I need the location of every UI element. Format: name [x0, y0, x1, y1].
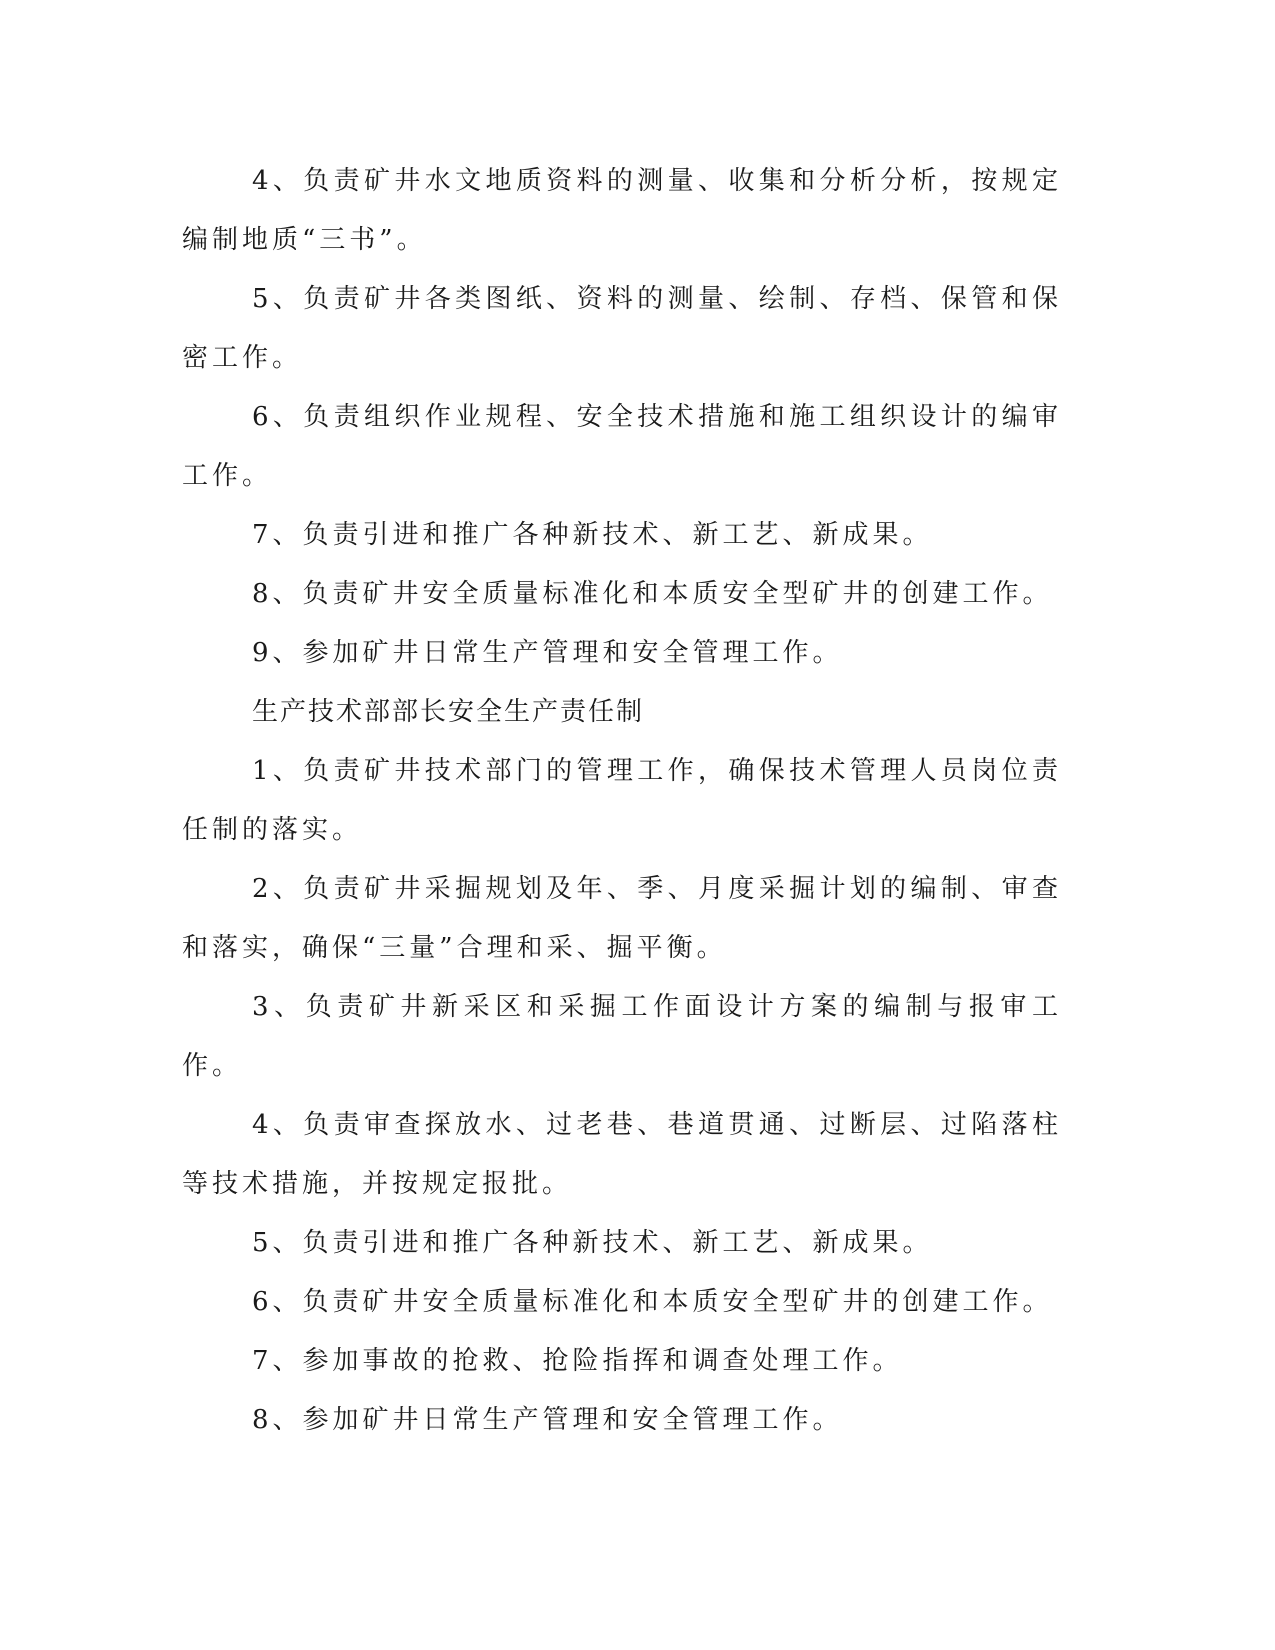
- paragraph-item-6-regulations: 6、负责组织作业规程、安全技术措施和施工组织设计的编审工作。: [182, 402, 1062, 491]
- paragraph-item-7-rescue: 7、参加事故的抢救、抢险指挥和调查处理工作。: [252, 1346, 903, 1376]
- paragraph-item-5-drawings: 5、负责矿井各类图纸、资料的测量、绘制、存档、保管和保密工作。: [182, 284, 1062, 373]
- paragraph-item-9-daily-management: 9、参加矿井日常生产管理和安全管理工作。: [252, 638, 843, 668]
- section-heading: 生产技术部部长安全生产责任制: [252, 697, 645, 727]
- paragraph-item-2-planning: 2、负责矿井采掘规划及年、季、月度采掘计划的编制、审查和落实，确保“三量”合理和采、掘平衡。: [182, 874, 1062, 963]
- paragraph-item-8-standardization: 8、负责矿井安全质量标准化和本质安全型矿井的创建工作。: [252, 579, 1053, 609]
- paragraph-item-3-design: 3、负责矿井新采区和采掘工作面设计方案的编制与报审工作。: [182, 992, 1062, 1081]
- paragraph-item-1-department: 1、负责矿井技术部门的管理工作，确保技术管理人员岗位责任制的落实。: [182, 756, 1062, 845]
- paragraph-item-8-daily-management: 8、参加矿井日常生产管理和安全管理工作。: [252, 1405, 843, 1435]
- document-page: [182, 152, 1062, 1450]
- paragraph-item-4-review: 4、负责审查探放水、过老巷、巷道贯通、过断层、过陷落柱等技术措施，并按规定报批。: [182, 1110, 1062, 1199]
- paragraph-item-7-new-technology: 7、负责引进和推广各种新技术、新工艺、新成果。: [252, 520, 933, 550]
- paragraph-item-5-new-technology: 5、负责引进和推广各种新技术、新工艺、新成果。: [252, 1228, 933, 1258]
- paragraph-item-6-standardization: 6、负责矿井安全质量标准化和本质安全型矿井的创建工作。: [252, 1287, 1053, 1317]
- paragraph-item-4-hydrogeology: 4、负责矿井水文地质资料的测量、收集和分析分析，按规定编制地质“三书”。: [182, 166, 1062, 255]
